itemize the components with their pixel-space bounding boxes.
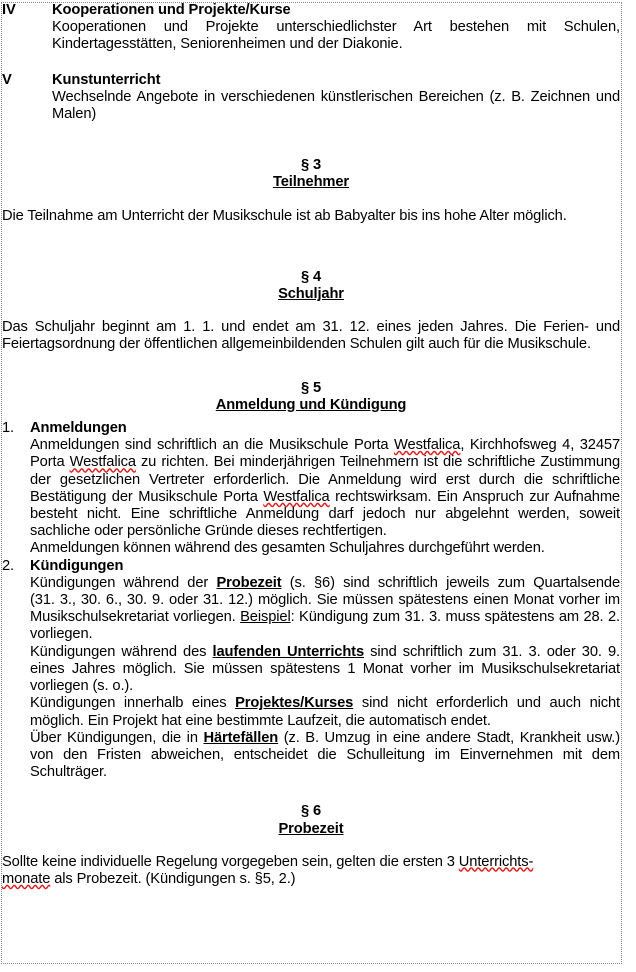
list-item-body-kuendigungen-p1: Kündigungen während der Probezeit (s. §6) sind schriftlich jeweils zum Quartalsende (31. 3., 30. 6., 30. 9. oder 31. 12.) möglich. Sie müssen spätestens einen Monat vorher im Musikschulsekretariat vorliegen. Beispiel: Kündigung zum 31. 3. muss spätestens am 28. 2. vorliegen. <box>30 574 620 643</box>
spellcheck-word: Westfalica <box>263 488 330 505</box>
emphasis-probezeit: Probezeit <box>216 574 282 591</box>
section-heading-3 <box>2 157 620 191</box>
section-heading-5 <box>2 380 620 414</box>
list-item-body-anmeldungen-p1: Anmeldungen sind schriftlich an die Musikschule Porta Westfalica, Kirchhofsweg 4, 32457 Porta Westfalica zu richten. Bei minderjährigen Teilnehmern ist die schriftliche Zustimmung der gesetzlichen Vertreter erforderlich. Die Anmeldung wird erst durch die schriftliche Bestätigung der Musikschule Porta Westfalica rechtswirksam. Ein Anspruch zur Aufnahme besteht nicht. Eine schriftliche Anmeldung darf jedoch nur abgelehnt werden, soweit sachliche oder persönliche Gründe dieses rechtfertigen. <box>30 437 620 540</box>
list-item-1-anmeldungen <box>2 420 620 558</box>
list-item-2-kuendigungen <box>2 558 620 782</box>
roman-title-iv: Kooperationen und Projekte/Kurse <box>52 2 291 18</box>
spacer <box>2 123 620 157</box>
roman-title-v: Kunstunterricht <box>52 71 161 88</box>
decimal-marker-2: 2. <box>2 557 15 574</box>
emphasis-haertefaelle: Härtefällen <box>203 729 279 746</box>
spellcheck-word: Unterrichts- <box>458 853 534 870</box>
section-heading-4 <box>2 269 620 303</box>
roman-body-iv: Kooperationen und Projekte unterschiedlichster Art bestehen mit Schulen, Kindertagesstätten, Seniorenheimen und der Diakonie. <box>52 19 620 53</box>
spellcheck-word: Westfalica <box>394 437 461 454</box>
spellcheck-word: monate <box>2 870 51 887</box>
list-item-title-kuendigungen: Kündigungen <box>30 557 124 574</box>
list-item-body-kuendigungen-p4: Über Kündigungen, die in Härtefällen (z. B. Umzug in eine andere Stadt, Krankheit usw.) von den Fristen abweichen, entscheidet die Schulleitung im Einvernehmen mit dem Schulträger. <box>30 729 620 781</box>
list-item-body-kuendigungen-p2: Kündigungen während des laufenden Unterrichts sind schriftlich zum 31. 3. oder 30. 9. eines Jahres möglich. Sie müssen spätestens 1 Monat vorher im Musikschulsekretariat vorliegen (s. o.). <box>30 643 620 695</box>
section-heading-6 <box>2 803 620 837</box>
roman-marker-v: V <box>2 71 12 88</box>
emphasis-beispiel: Beispiel <box>240 609 291 626</box>
section-number-4: § 4 <box>300 268 322 285</box>
spacer <box>2 838 620 854</box>
section-body-6: Sollte keine individuelle Regelung vorgegeben sein, gelten die ersten 3 Unterrichts- monate als Probezeit. (Kündigungen s. §5, 2.) <box>2 853 534 887</box>
document-content <box>2 2 620 888</box>
list-item-body-kuendigungen-p3: Kündigungen innerhalb eines Projektes/Kurses sind nicht erforderlich und auch nicht möglich. Ein Projekt hat eine bestimmte Laufzeit, die automatisch endet. <box>30 695 620 729</box>
list-item-roman-v <box>2 72 620 124</box>
roman-marker-iv: IV <box>2 2 16 18</box>
roman-body-v: Wechselnde Angebote in verschiedenen künstlerischen Bereichen (z. B. Zeichnen und Malen) <box>52 88 620 123</box>
spacer <box>2 354 620 380</box>
section-number-6: § 6 <box>300 803 322 820</box>
section-body-4: Das Schuljahr beginnt am 1. 1. und endet am 31. 12. eines jeden Jahres. Die Ferien- und Feiertagsordnung der öffentlichen allgemeinbildenden Schulen gilt auch für die Musikschule. <box>2 319 620 353</box>
list-item-title-anmeldungen: Anmeldungen <box>30 420 127 437</box>
spacer <box>2 303 620 319</box>
emphasis-laufender-unterricht: laufenden Unterrichts <box>212 643 364 660</box>
section-number-5: § 5 <box>300 379 322 396</box>
list-item-body-anmeldungen-p2: Anmeldungen können während des gesamten Schuljahres durchgeführt werden. <box>30 540 545 557</box>
section-title-6: Probezeit <box>278 820 344 837</box>
section-title-4: Schuljahr <box>278 286 344 303</box>
spacer <box>2 192 620 208</box>
section-body-3: Die Teilnahme am Unterricht der Musikschule ist ab Babyalter bis ins hohe Alter möglich. <box>2 207 567 224</box>
decimal-marker-1: 1. <box>2 420 15 437</box>
section-title-3: Teilnehmer <box>272 174 350 191</box>
spacer <box>2 54 620 72</box>
spacer <box>2 225 620 259</box>
spellcheck-word: Westfalica <box>69 454 136 471</box>
emphasis-projekt-kurs: Projektes/Kurses <box>235 695 354 712</box>
section-number-3: § 3 <box>300 157 322 174</box>
list-item-roman-iv <box>2 2 620 54</box>
section-title-5: Anmeldung und Kündigung <box>215 396 407 413</box>
spacer <box>2 259 620 269</box>
spacer <box>2 781 620 803</box>
